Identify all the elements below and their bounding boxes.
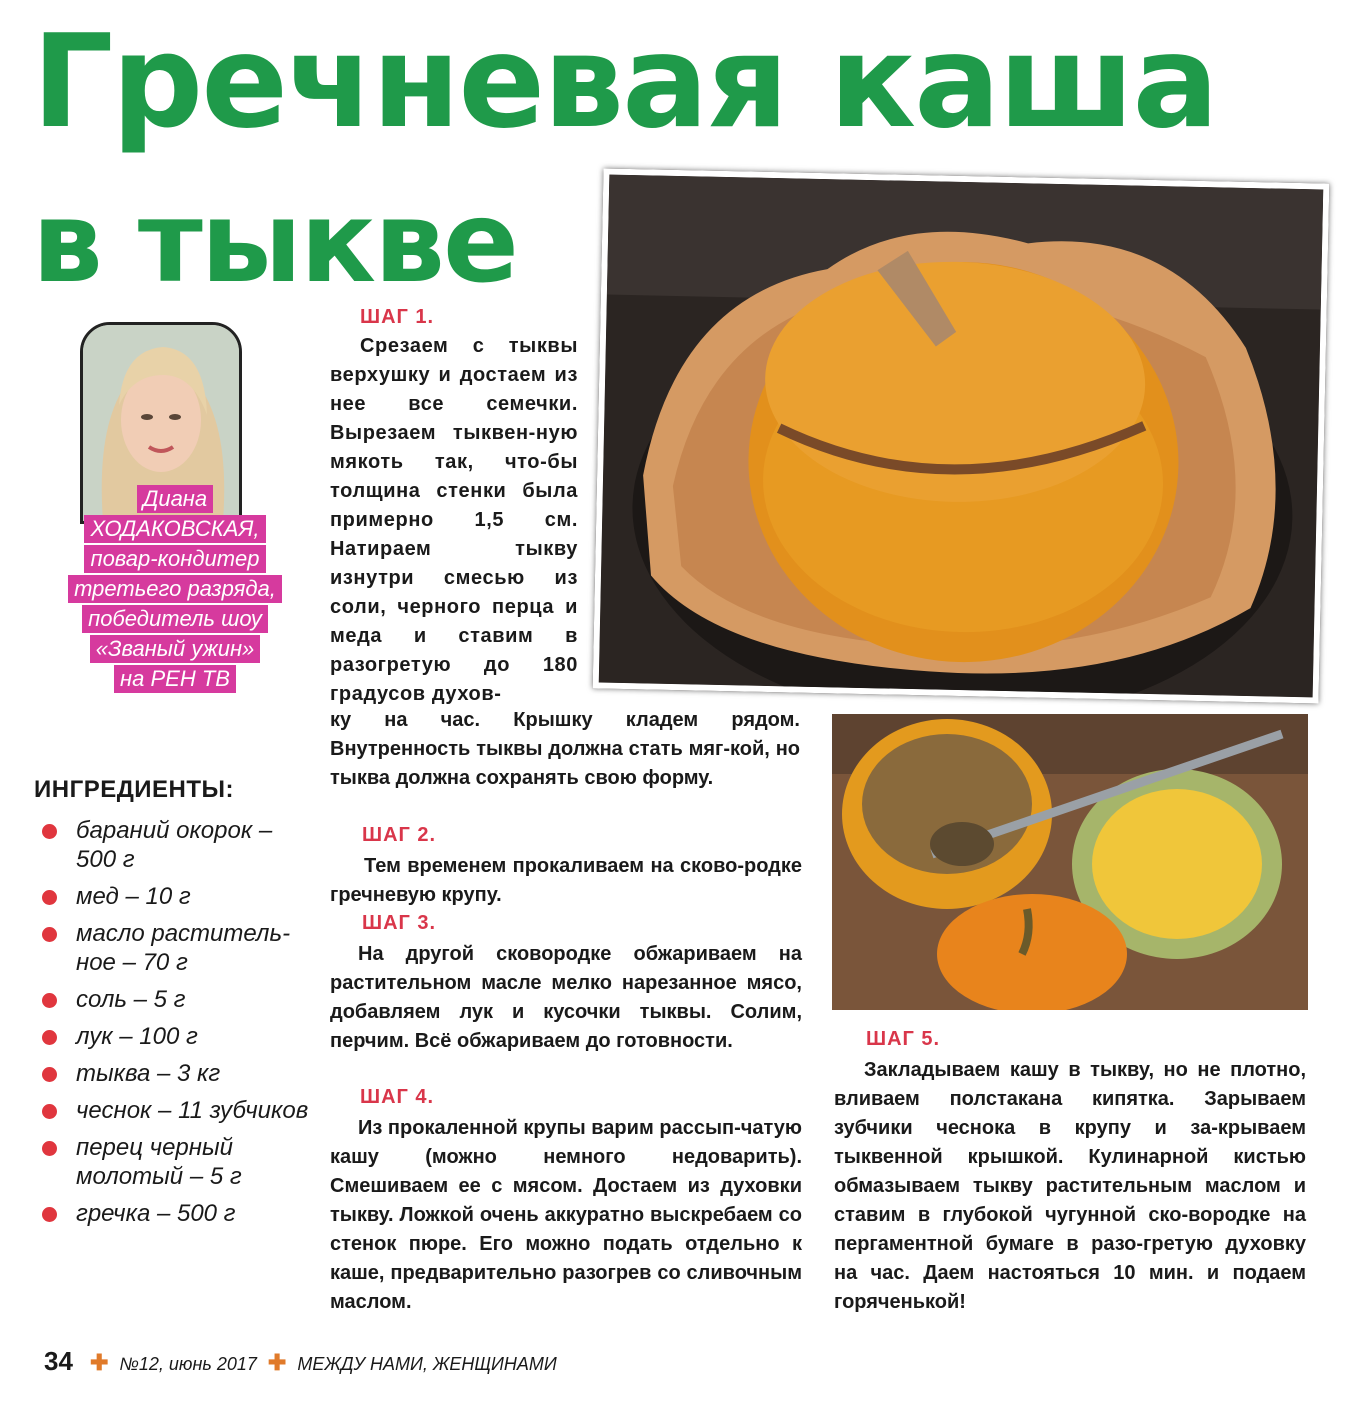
bullet-icon (42, 1104, 57, 1119)
cross-icon: ✚ (267, 1350, 287, 1375)
step-1-heading: ШАГ 1. (360, 306, 435, 328)
caption-line: Диана (137, 485, 213, 513)
step-5-text: Закладываем кашу в тыкву, но не плотно, вливаем полстакана кипятка. Зарываем зубчики чеснока в крупу и за-крываем тыквенной крышкой. Кулинарной кистью обмазываем тыкву растительным маслом и ставим в глубокой чугунной ско-вородке на пергаментной бумаге в разо-гретую духовку на час. Даем настояться 10 мин. и подаем горяченькой! (834, 1059, 1306, 1313)
bullet-icon (42, 1141, 57, 1156)
step-4-text: Из прокаленной крупы варим рассып-чатую кашу (можно немного недоварить). Смешиваем ее с мясом. Достаем из духовки тыкву. Ложкой очень аккуратно выскребаем со стенок пюре. Его можно подать отдельно к каше, предварительно разогрев со сливочным маслом. (330, 1117, 802, 1313)
ingredient-item: чеснок – 11 зубчиков (40, 1096, 310, 1125)
ingredient-item: гречка – 500 г (40, 1199, 310, 1228)
step-3-text: На другой сковородке обжариваем на растительном масле мелко нарезанное мясо, добавляем лук и кусочки тыквы. Солим, перчим. Всё обжариваем до готовности. (330, 943, 802, 1052)
issue-info: №12, июнь 2017 (119, 1354, 257, 1374)
caption-line: повар-кондитер (84, 545, 265, 573)
caption-line: на РЕН ТВ (114, 665, 236, 693)
bullet-icon (42, 890, 57, 905)
page-title-line-1: Гречневая каша (32, 8, 1217, 157)
ingredient-item: перец черный молотый – 5 г (40, 1133, 310, 1191)
magazine-name: МЕЖДУ НАМИ, ЖЕНЩИНАМИ (297, 1354, 557, 1374)
step-3-heading: ШАГ 3. (362, 912, 437, 934)
caption-line: ХОДАКОВСКАЯ, (84, 515, 265, 543)
page-title-line-2: в тыкве (32, 178, 517, 308)
step-2-text: Тем временем прокаливаем на сково-родке гречневую крупу. (330, 855, 802, 906)
ingredients-heading: ИНГРЕДИЕНТЫ: (34, 776, 235, 803)
step-2-heading: ШАГ 2. (362, 824, 437, 846)
ingredient-item: масло раститель-ное – 70 г (40, 919, 310, 977)
ingredient-item: бараний окорок – 500 г (40, 816, 310, 874)
bullet-icon (42, 993, 57, 1008)
pumpkin-with-kasha-photo (832, 714, 1308, 1010)
baked-pumpkin-photo (593, 168, 1330, 703)
cross-icon: ✚ (89, 1350, 109, 1375)
author-caption (40, 484, 310, 694)
ingredient-item: мед – 10 г (40, 882, 310, 911)
bullet-icon (42, 1067, 57, 1082)
step-5-heading: ШАГ 5. (866, 1028, 941, 1050)
ingredient-item: лук – 100 г (40, 1022, 310, 1051)
step-1-text: Срезаем с тыквы верхушку и достаем из нее все семечки. Вырезаем тыквен-ную мякоть так, что-бы толщина стенки была примерно 1,5 см. Натираем тыкву изнутри смесью из соли, черного перца и меда и ставим в разогретую до 180 градусов духов- (330, 335, 578, 705)
step-4-heading: ШАГ 4. (360, 1086, 435, 1108)
caption-line: третьего разряда, (68, 575, 282, 603)
step-1-text-continued: ку на час. Крышку кладем рядом. Внутренность тыквы должна стать мяг-кой, но тыква должна сохранять свою форму. (330, 709, 800, 789)
page-number: 34 (44, 1346, 73, 1376)
caption-line: победитель шоу (82, 605, 268, 633)
ingredient-item: соль – 5 г (40, 985, 310, 1014)
ingredients-list (40, 816, 310, 1236)
bullet-icon (42, 927, 57, 942)
page-footer (44, 1346, 557, 1377)
caption-line: «Званый ужин» (90, 635, 261, 663)
bullet-icon (42, 824, 57, 839)
ingredient-item: тыква – 3 кг (40, 1059, 310, 1088)
bullet-icon (42, 1207, 57, 1222)
bullet-icon (42, 1030, 57, 1045)
